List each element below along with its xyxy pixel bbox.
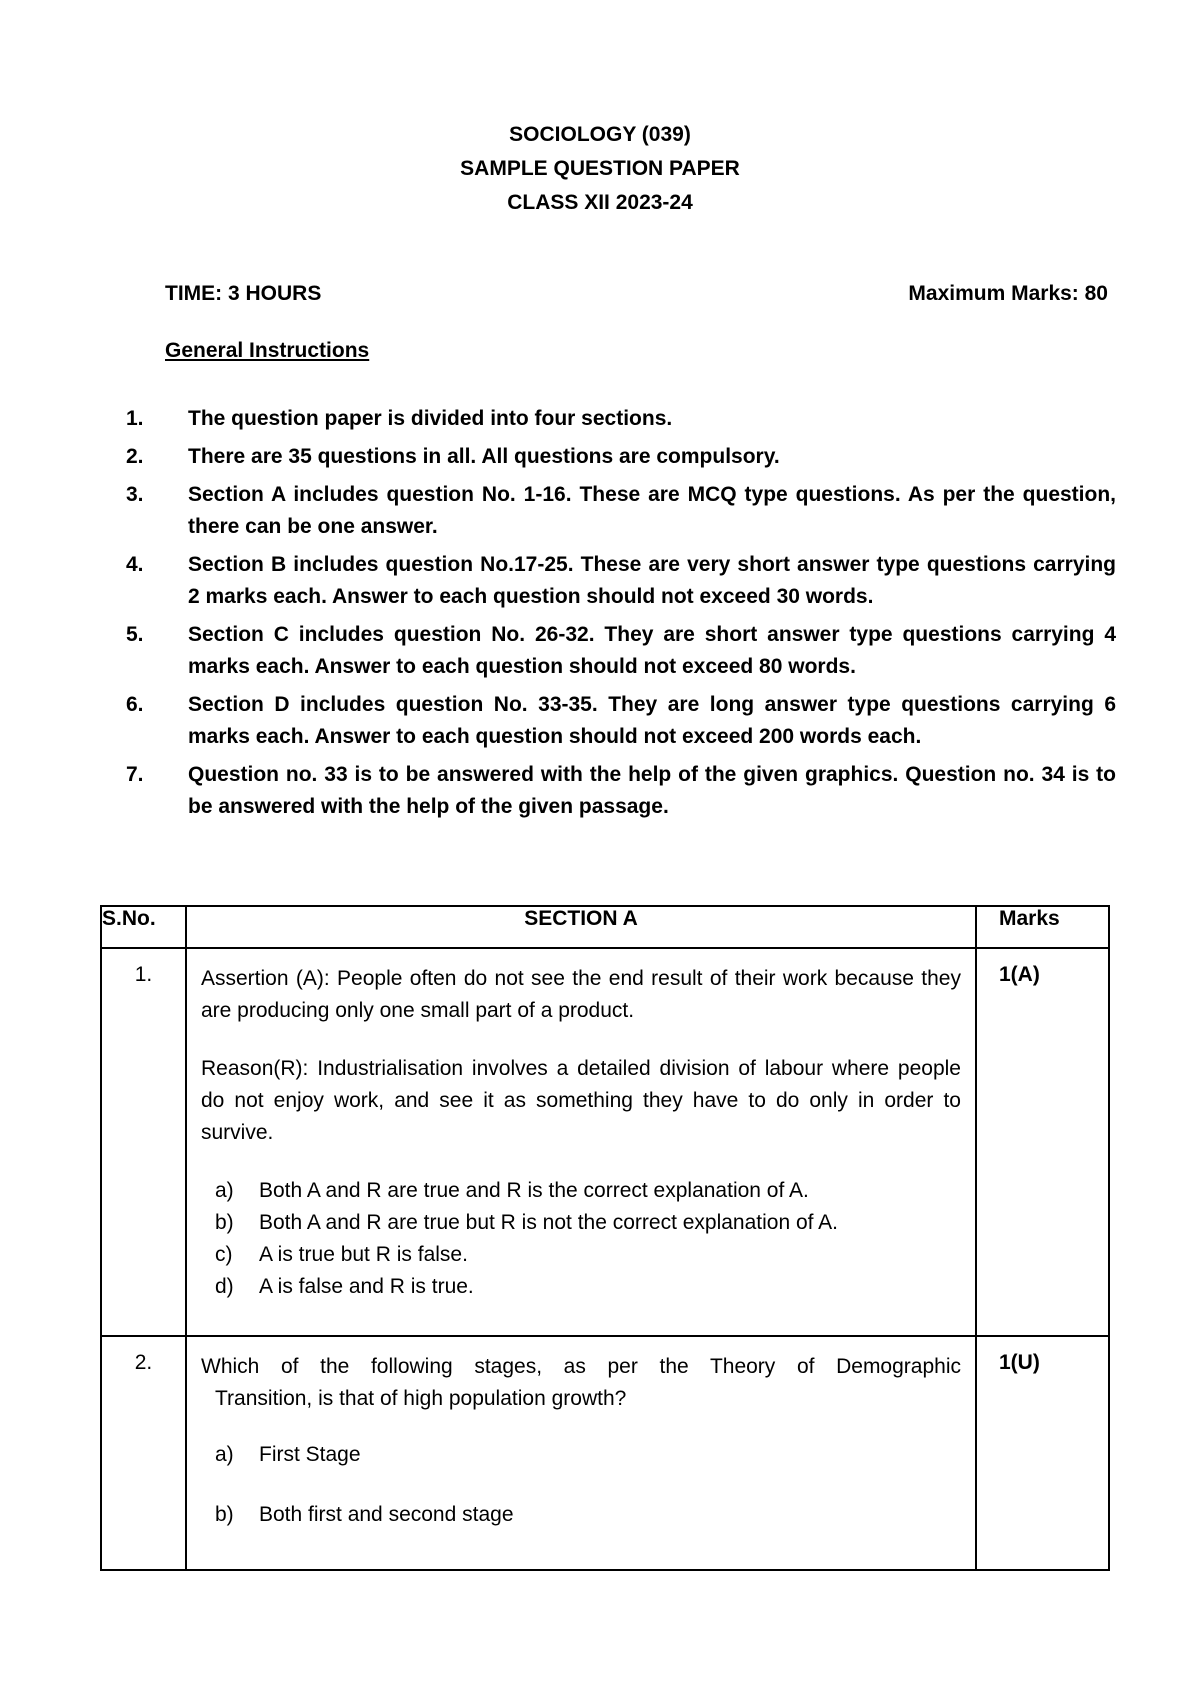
option-item	[215, 1271, 961, 1303]
instruction-item	[126, 549, 1116, 613]
instruction-item	[126, 479, 1116, 543]
table-header-row	[101, 906, 1109, 948]
max-marks-label: Maximum Marks: 80	[908, 282, 1108, 305]
option-text: First Stage	[259, 1443, 361, 1466]
question-content	[186, 1336, 976, 1570]
section-header: SECTION A	[186, 906, 976, 948]
instruction-text: The question paper is divided into four sections.	[188, 407, 673, 430]
option-item	[215, 1239, 961, 1271]
option-label: b)	[215, 1503, 234, 1526]
instruction-number: 4.	[126, 553, 144, 576]
section-a-table	[100, 905, 1110, 1571]
option-item	[215, 1439, 961, 1471]
option-text: Both first and second stage	[259, 1503, 514, 1526]
reason-text: Reason(R): Industrialisation involves a detailed division of labour where people do not enjoy work, and see it as something they have to do only in order to survive.	[201, 1057, 961, 1144]
instruction-number: 3.	[126, 483, 144, 506]
options-list	[215, 1439, 961, 1531]
question-line: Transition, is that of high population growth?	[215, 1387, 627, 1410]
subject-title: SOCIOLOGY (039)	[509, 123, 691, 146]
question-text	[201, 1351, 961, 1415]
option-text: A is true but R is false.	[259, 1243, 468, 1266]
instruction-text: Section B includes question No.17-25. These are very short answer type questions carrying 2 marks each. Answer to each question should not exceed 30 words.	[188, 553, 1116, 608]
question-marks: 1(U)	[976, 1336, 1109, 1570]
option-label: d)	[215, 1275, 234, 1298]
instruction-text: Section C includes question No. 26-32. They are short answer type questions carrying 4 marks each. Answer to each question should not exceed 80 words.	[188, 623, 1116, 678]
time-label: TIME: 3 HOURS	[165, 282, 322, 305]
general-instructions-title: General Instructions	[165, 339, 370, 362]
instruction-number: 6.	[126, 693, 144, 716]
instruction-item	[126, 689, 1116, 753]
question-line: Which of the following stages, as per the Theory of Demographic	[201, 1355, 961, 1378]
options-list	[215, 1175, 961, 1303]
assertion-text: Assertion (A): People often do not see the end result of their work because they are producing only one small part of a product.	[201, 967, 961, 1022]
instructions-list	[126, 403, 1116, 829]
option-text: Both A and R are true and R is the correct explanation of A.	[259, 1179, 809, 1202]
question-number: 2.	[101, 1336, 186, 1570]
paper-title: SAMPLE QUESTION PAPER	[460, 157, 740, 180]
question-number: 1.	[101, 948, 186, 1336]
instruction-number: 7.	[126, 763, 144, 786]
marks-header: Marks	[976, 906, 1109, 948]
option-item	[215, 1175, 961, 1207]
instruction-text: Section D includes question No. 33-35. They are long answer type questions carrying 6 marks each. Answer to each question should not exceed 200 words each.	[188, 693, 1116, 748]
class-title: CLASS XII 2023-24	[507, 191, 693, 214]
instruction-text: Question no. 33 is to be answered with the help of the given graphics. Question no. 34 is to be answered with the help of the given passage.	[188, 763, 1116, 818]
instruction-text: Section A includes question No. 1-16. These are MCQ type questions. As per the question, there can be one answer.	[188, 483, 1116, 538]
option-label: a)	[215, 1179, 234, 1202]
instruction-number: 2.	[126, 445, 144, 468]
option-label: b)	[215, 1211, 234, 1234]
option-label: c)	[215, 1243, 233, 1266]
option-item	[215, 1499, 961, 1531]
question-marks: 1(A)	[976, 948, 1109, 1336]
instruction-number: 1.	[126, 407, 144, 430]
question-content	[186, 948, 976, 1336]
option-item	[215, 1207, 961, 1239]
option-label: a)	[215, 1443, 234, 1466]
question-row	[101, 948, 1109, 1336]
option-text: A is false and R is true.	[259, 1275, 474, 1298]
instruction-item	[126, 441, 1116, 473]
question-row	[101, 1336, 1109, 1570]
sno-header: S.No.	[101, 906, 186, 948]
instruction-item	[126, 403, 1116, 435]
instruction-number: 5.	[126, 623, 144, 646]
instruction-text: There are 35 questions in all. All questions are compulsory.	[188, 445, 780, 468]
instruction-item	[126, 619, 1116, 683]
instruction-item	[126, 759, 1116, 823]
option-text: Both A and R are true but R is not the correct explanation of A.	[259, 1211, 839, 1234]
